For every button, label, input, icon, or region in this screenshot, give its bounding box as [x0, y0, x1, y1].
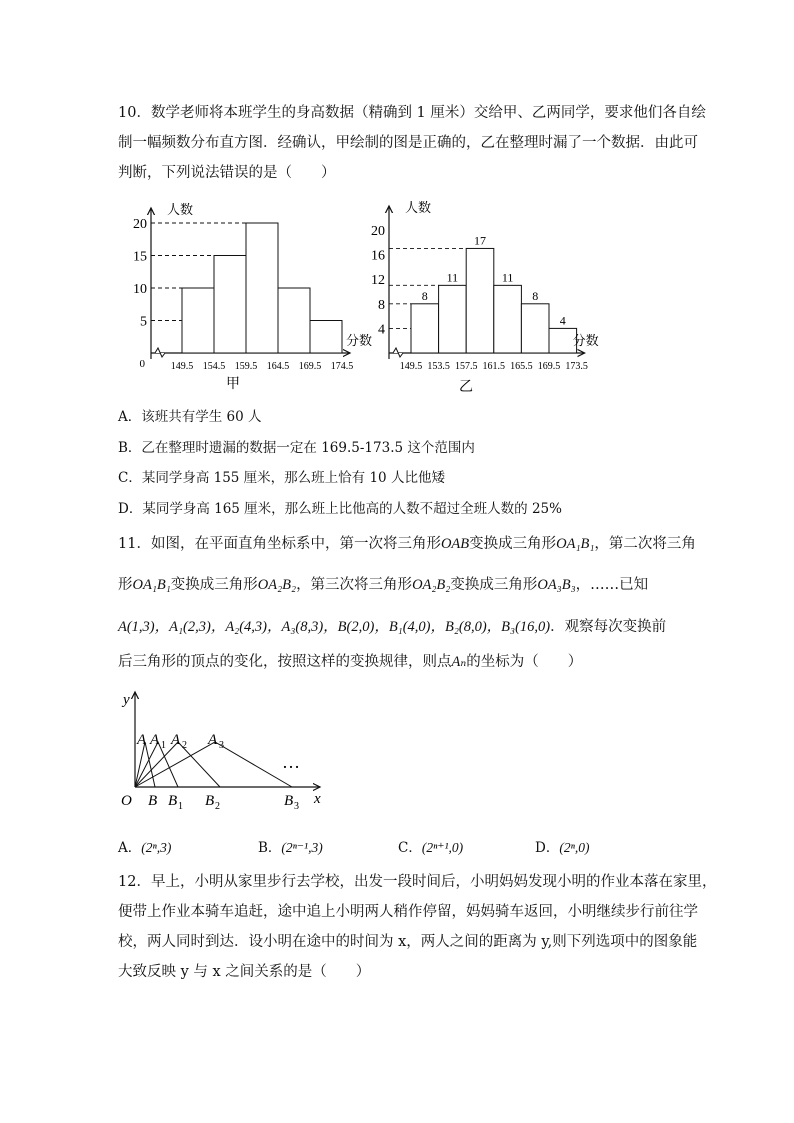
x-axis-label: 分数 [572, 333, 599, 348]
x-tick-label: 164.5 [266, 361, 290, 372]
q11-text: 变换成三角形 [450, 577, 538, 593]
q12-line-4: 大致反映 y 与 x 之间关系的是（ ） [118, 964, 371, 980]
q11-figure [110, 684, 340, 814]
y-tick-label: 4 [378, 322, 385, 338]
y-tick-label: 20 [133, 217, 147, 232]
q11-coordinates: A(1,3)，A₁(2,3)，A₂(4,3)，A₃(8,3)，B(2,0)，B₁(4,0)，B₂(8,0)，B₃(16,0) [118, 619, 551, 635]
point-b3-subscript: 3 [294, 801, 299, 812]
ellipsis-dots: … [282, 752, 300, 772]
x-tick-label: 169.5 [537, 361, 561, 372]
option-value: (2ⁿ,0) [559, 840, 590, 855]
histogram-yi [371, 200, 599, 372]
x-axis-label: 分数 [346, 333, 373, 348]
q10-charts [0, 0, 794, 410]
q11-triangle: OA₂B₂ [257, 577, 297, 593]
y-tick-label: 12 [371, 273, 385, 289]
y-tick-label: 20 [371, 224, 385, 239]
histogram-jia [133, 202, 372, 372]
x-tick-label: 149.5 [399, 361, 423, 372]
point-a-label: A [137, 732, 147, 748]
x-tick-label: 161.5 [482, 361, 506, 372]
q11-line-1 [118, 534, 696, 554]
x-tick-label: 154.5 [202, 361, 226, 372]
q11-text: 变换成三角形 [170, 577, 258, 593]
y-tick-label: 5 [140, 314, 147, 330]
point-a2-subscript: 2 [182, 740, 187, 751]
point-b-label: B [148, 793, 158, 809]
point-a3-label: A [208, 732, 218, 748]
bar-data-label: 8 [421, 288, 428, 303]
q11-option-c [398, 836, 463, 856]
q10-line-1: 10．数学老师将本班学生的身高数据（精确到 1 厘米）交给甲、乙两同学，要求他们各自绘 [118, 105, 706, 121]
x-tick-label: 169.5 [298, 361, 322, 372]
q12-line-1: 12．早上，小明从家里步行去学校，出发一段时间后，小明妈妈发现小明的作业本落在家里， [118, 874, 717, 890]
q10-line-2: 制一幅频数分布直方图．经确认，甲绘制的图是正确的，乙在整理时漏了一个数据．由此可 [118, 135, 698, 151]
point-b3-label: B [284, 793, 294, 809]
bar-data-label: 8 [532, 288, 539, 303]
option-value: (2ⁿ⁺¹,0) [421, 840, 464, 855]
q11-text: 形 [118, 577, 133, 593]
y-tick-label: 10 [133, 282, 147, 297]
y-tick-label: 15 [133, 249, 147, 265]
histogram-bar [411, 304, 439, 353]
q11-option-b [258, 836, 323, 856]
q11-triangle: OAB [440, 536, 470, 552]
histogram-bar [521, 304, 549, 353]
q11-text: ，第三次将三角形 [296, 577, 413, 593]
x-tick-label: 174.5 [330, 361, 354, 372]
y-tick-label: 8 [378, 297, 385, 313]
chart-jia-caption: 甲 [226, 377, 240, 392]
q11-point-an: Aₙ [451, 654, 467, 670]
point-b2-subscript: 2 [215, 801, 220, 812]
q12-line-2: 便带上作业本骑车追赶，途中追上小明两人稍作停留，妈妈骑车返回，小明继续步行前往学 [118, 904, 698, 920]
option-label: B． [258, 840, 282, 856]
histogram-bar [310, 321, 342, 354]
y-tick-label: 16 [371, 248, 385, 264]
q10-option-d: D．某同学身高 165 厘米，那么班上比他高的人数不超过全班人数的 25% [118, 501, 562, 517]
histogram-bar [494, 285, 522, 353]
x-axis-label: x [314, 791, 321, 807]
point-b1-subscript: 1 [178, 801, 183, 812]
y-axis-label: 人数 [405, 200, 432, 215]
q11-triangle: OA₁B₁ [132, 577, 171, 593]
histogram-bar [439, 285, 467, 353]
point-a1-label: A [150, 732, 160, 748]
q10-option-b: B．乙在整理时遗漏的数据一定在 169.5-173.5 这个范围内 [118, 440, 475, 456]
bar-data-label: 4 [559, 313, 566, 328]
x-tick-label: 159.5 [234, 361, 258, 372]
q11-text: ．观察每次变换前 [550, 619, 667, 635]
y-axis-label: y [123, 692, 130, 708]
y-axis-label: 人数 [167, 202, 194, 217]
x-tick-label: 149.5 [170, 361, 194, 372]
bar-data-label: 11 [446, 270, 459, 285]
q11-triangle: OA₁B₁ [556, 536, 595, 552]
q11-text: ，第二次将三角 [594, 536, 696, 552]
q11-triangle: OA₂B₂ [412, 577, 451, 593]
q11-line-2 [118, 575, 648, 595]
x-tick-label: 165.5 [510, 361, 533, 372]
bar-data-label: 11 [501, 270, 514, 285]
histogram-bar [278, 288, 310, 353]
q11-line-4 [118, 652, 582, 672]
x-tick-label: 153.5 [427, 361, 450, 372]
point-a2-label: A [171, 732, 181, 748]
q11-option-a [118, 836, 171, 856]
option-label: C． [398, 840, 422, 856]
q11-text: ，……已知 [575, 577, 649, 593]
q11-text: 11．如图，在平面直角坐标系中，第一次将三角形 [118, 536, 441, 552]
q10-option-c: C．某同学身高 155 厘米，那么班上恰有 10 人比他矮 [118, 470, 445, 486]
q10-line-3: 判断，下列说法错误的是（ ） [118, 165, 336, 181]
point-a3-subscript: 3 [219, 740, 224, 751]
point-a1-subscript: 1 [161, 740, 166, 751]
option-value: (2ⁿ,3) [141, 840, 172, 855]
point-b1-label: B [168, 793, 178, 809]
q11-text: 的坐标为（ ） [466, 654, 583, 670]
option-label: D． [535, 840, 560, 856]
origin-label: O [121, 793, 132, 809]
q11-triangle: OA₃B₃ [537, 577, 576, 593]
chart-yi-caption: 乙 [459, 380, 473, 395]
q10-option-a: A．该班共有学生 60 人 [118, 409, 262, 425]
histogram-bar [466, 248, 494, 353]
q12-line-3: 校，两人同时到达．设小明在途中的时间为 x，两人之间的距离为 y,则下列选项中的图象能 [118, 934, 698, 950]
x-tick-label: 173.5 [565, 361, 588, 372]
option-label: A． [118, 840, 142, 856]
q11-text: 变换成三角形 [469, 536, 557, 552]
q11-line-3 [118, 617, 666, 637]
q11-text: 后三角形的顶点的变化，按照这样的变换规律，则点 [118, 654, 452, 670]
x-tick-label: 157.5 [454, 361, 478, 372]
point-b2-label: B [205, 793, 215, 809]
histogram-bar [182, 288, 214, 353]
option-value: (2ⁿ⁻¹,3) [281, 840, 323, 855]
q11-option-d [535, 836, 589, 856]
origin-label: 0 [139, 358, 145, 370]
histogram-bar [214, 256, 246, 354]
bar-data-label: 17 [474, 233, 486, 248]
histogram-bar [246, 223, 278, 353]
